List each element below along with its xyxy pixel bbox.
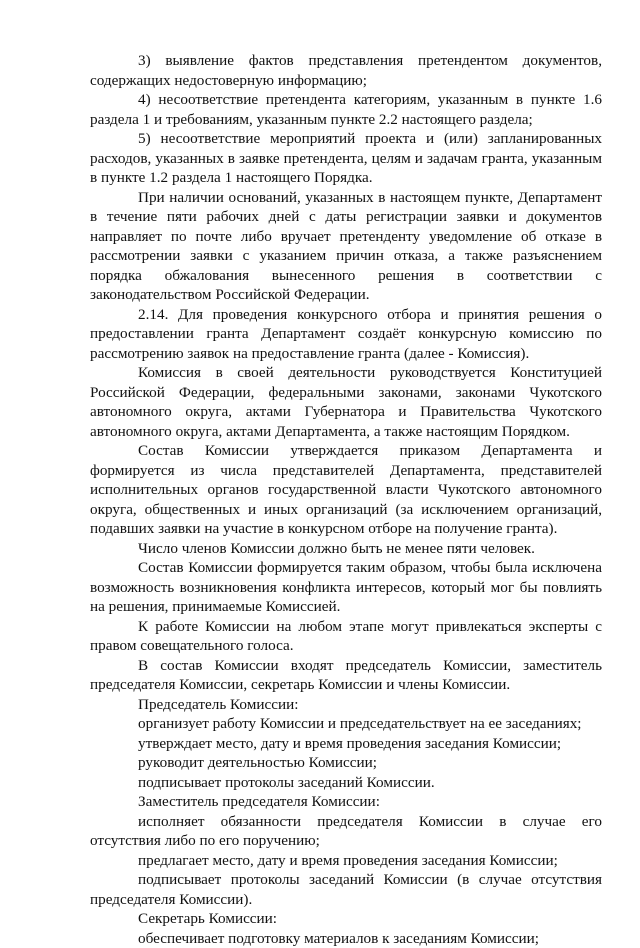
paragraph-commission-members: В состав Комиссии входят председатель Комиссии, заместитель председателя Комиссии, секретарь Комиссии и члены Комиссии. <box>90 656 602 695</box>
paragraph-item-4: 4) несоответствие претендента категориям, указанным в пункте 1.6 раздела 1 и требованиям, указанным пункте 2.2 настоящего раздела; <box>90 90 602 129</box>
paragraph-refusal-notice: При наличии оснований, указанных в настоящем пункте, Департамент в течение пяти рабочих дней с даты регистрации заявки и документов направляет по почте либо вручает претенденту уведомление об отказе в рассмотрении заявки с указанием причин отказа, а также разъяснением порядка обжалования вынесенного решения в соответствии с законодательством Российской Федерации. <box>90 188 602 305</box>
chairman-duty-1: организует работу Комиссии и председательствует на ее заседаниях; <box>90 714 602 734</box>
paragraph-item-3: 3) выявление фактов представления претендентом документов, содержащих недостоверную информацию; <box>90 51 602 90</box>
heading-chairman: Председатель Комиссии: <box>90 695 602 715</box>
heading-secretary: Секретарь Комиссии: <box>90 909 602 929</box>
paragraph-clause-2-14: 2.14. Для проведения конкурсного отбора и принятия решения о предоставлении гранта Департамент создаёт конкурсную комиссию по рассмотрению заявок на предоставление гранта (далее - Комиссия). <box>90 305 602 364</box>
heading-deputy-chairman: Заместитель председателя Комиссии: <box>90 792 602 812</box>
paragraph-conflict-of-interest: Состав Комиссии формируется таким образом, чтобы была исключена возможность возникновения конфликта интересов, который мог бы повлиять на решения, принимаемые Комиссией. <box>90 558 602 617</box>
secretary-duty-1: обеспечивает подготовку материалов к заседаниям Комиссии; <box>90 929 602 948</box>
chairman-duty-4: подписывает протоколы заседаний Комиссии. <box>90 773 602 793</box>
deputy-duty-2: предлагает место, дату и время проведения заседания Комиссии; <box>90 851 602 871</box>
paragraph-member-count: Число членов Комиссии должно быть не менее пяти человек. <box>90 539 602 559</box>
paragraph-commission-guidance: Комиссия в своей деятельности руководствуется Конституцией Российской Федерации, федеральными законами, законами Чукотского автономного округа, актами Губернатора и Правительства Чукотского автономного округа, актами Департамента, а также настоящим Порядком. <box>90 363 602 441</box>
chairman-duty-3: руководит деятельностью Комиссии; <box>90 753 602 773</box>
paragraph-experts: К работе Комиссии на любом этапе могут привлекаться эксперты с правом совещательного голоса. <box>90 617 602 656</box>
deputy-duty-3: подписывает протоколы заседаний Комиссии (в случае отсутствия председателя Комиссии). <box>90 870 602 909</box>
deputy-duty-1: исполняет обязанности председателя Комиссии в случае его отсутствия либо по его поручению; <box>90 812 602 851</box>
chairman-duty-2: утверждает место, дату и время проведения заседания Комиссии; <box>90 734 602 754</box>
paragraph-commission-composition: Состав Комиссии утверждается приказом Департамента и формируется из числа представителей Департамента, представителей исполнительных органов государственной власти Чукотского автономного округа, общественных и иных организаций (за исключением организаций, подавших заявки на участие в конкурсном отборе на получение гранта). <box>90 441 602 539</box>
paragraph-item-5: 5) несоответствие мероприятий проекта и (или) запланированных расходов, указанных в заявке претендента, целям и задачам гранта, указанным в пункте 1.2 раздела 1 настоящего Порядка. <box>90 129 602 188</box>
